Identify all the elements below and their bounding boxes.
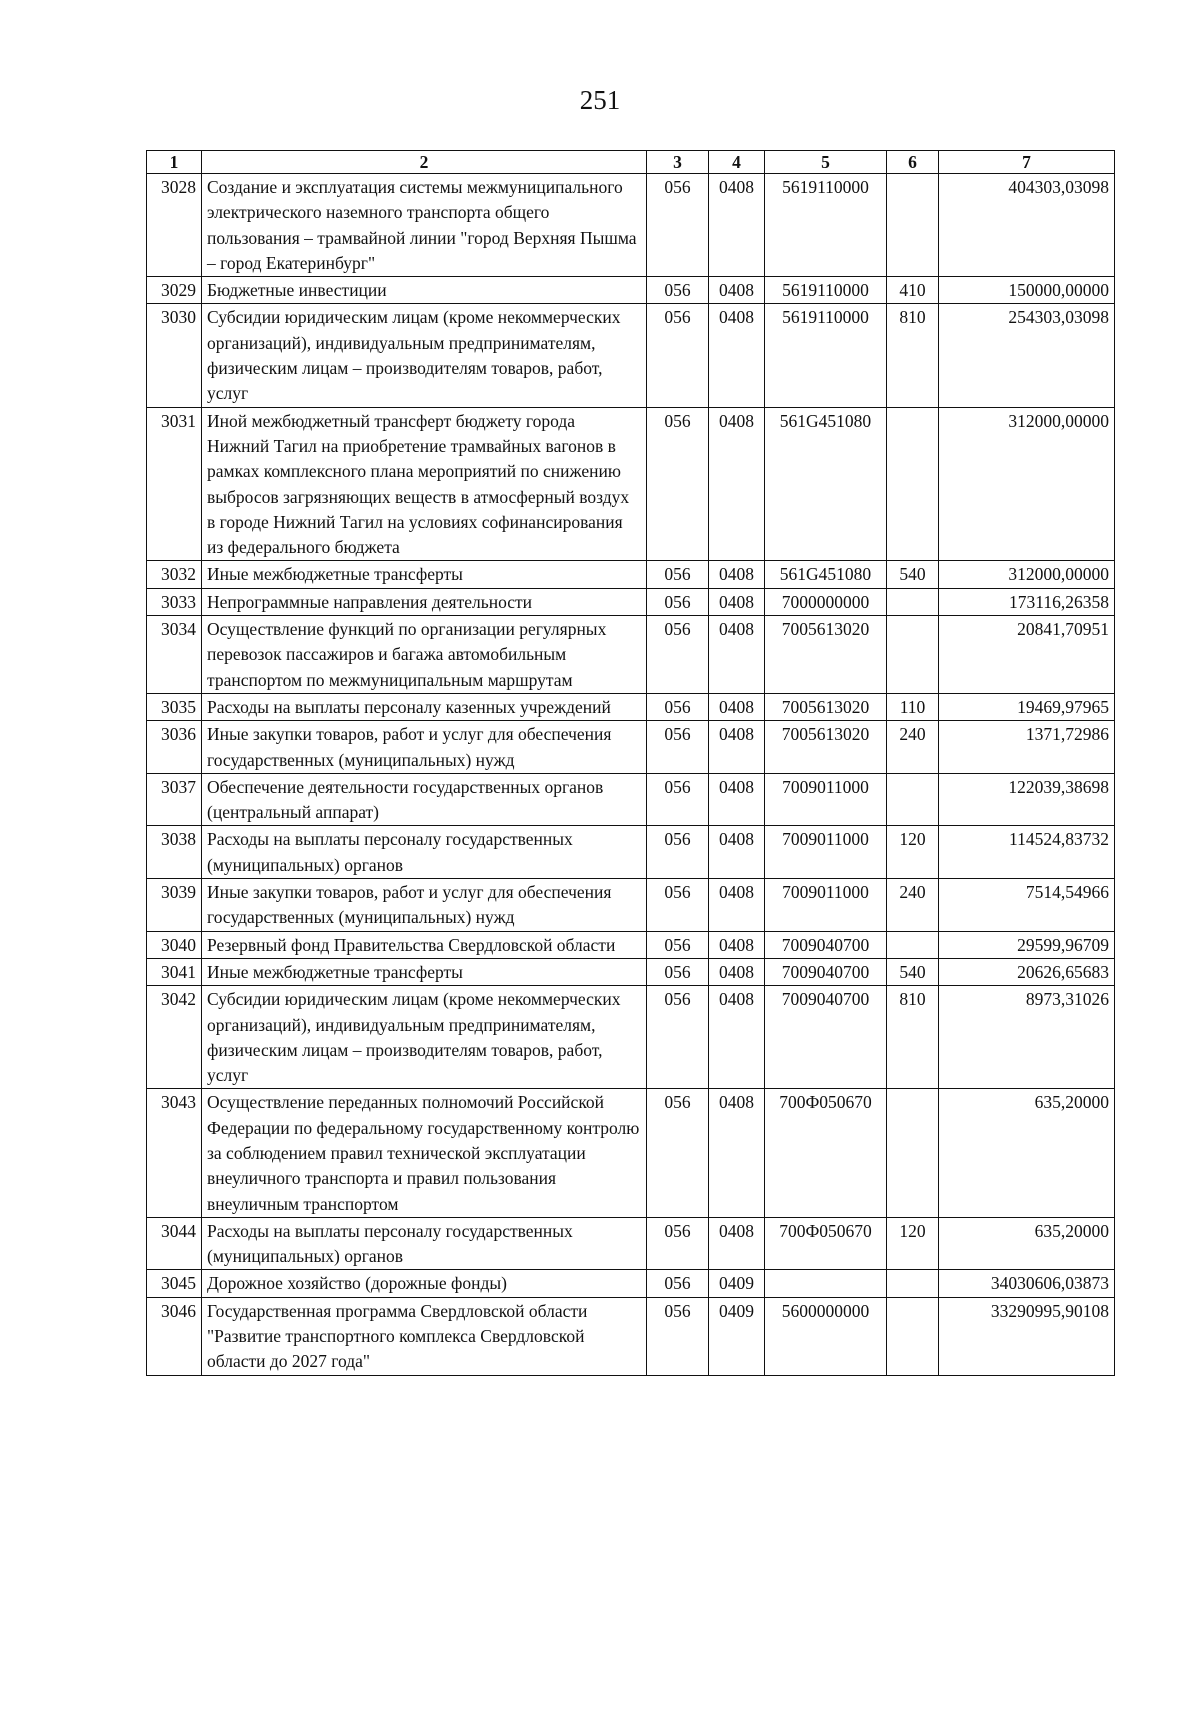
row-code-6: 240 [887,879,939,932]
row-name: Бюджетные инвестиции [202,277,647,304]
row-code-5: 5619110000 [765,174,887,277]
table-row [147,616,1115,694]
row-code-6 [887,407,939,561]
row-code-4: 0408 [709,721,765,774]
row-code-5: 7005613020 [765,616,887,694]
row-code-6: 810 [887,304,939,407]
row-code-6: 120 [887,1217,939,1270]
row-name: Иные межбюджетные трансферты [202,561,647,588]
row-code-4: 0408 [709,773,765,826]
row-code-6: 540 [887,561,939,588]
row-code-6 [887,1270,939,1297]
table-row [147,1270,1115,1297]
row-code-4: 0408 [709,588,765,615]
table-row [147,407,1115,561]
row-code-3: 056 [647,958,709,985]
row-code-4: 0408 [709,931,765,958]
row-number: 3034 [147,616,202,694]
table-row [147,773,1115,826]
row-code-6 [887,588,939,615]
row-code-3: 056 [647,826,709,879]
row-code-5: 7000000000 [765,588,887,615]
row-code-3: 056 [647,561,709,588]
row-code-3: 056 [647,1270,709,1297]
row-number: 3045 [147,1270,202,1297]
row-code-4: 0408 [709,277,765,304]
row-name: Непрограммные направления деятельности [202,588,647,615]
row-number: 3029 [147,277,202,304]
row-amount: 20626,65683 [939,958,1115,985]
row-name: Субсидии юридическим лицам (кроме некоммерческих организаций), индивидуальным предпринимателям, физическим лицам – производителям товаров, работ, услуг [202,304,647,407]
row-code-5: 7005613020 [765,693,887,720]
row-code-3: 056 [647,616,709,694]
row-number: 3041 [147,958,202,985]
row-code-5: 700Ф050670 [765,1217,887,1270]
table-row [147,721,1115,774]
row-code-5: 7009040700 [765,958,887,985]
row-number: 3040 [147,931,202,958]
column-header: 2 [202,151,647,174]
row-code-3: 056 [647,879,709,932]
row-code-4: 0408 [709,879,765,932]
row-amount: 1371,72986 [939,721,1115,774]
row-code-4: 0409 [709,1297,765,1375]
row-amount: 312000,00000 [939,407,1115,561]
row-amount: 150000,00000 [939,277,1115,304]
row-code-4: 0408 [709,826,765,879]
page-number: 251 [579,85,621,115]
row-code-5: 7009011000 [765,879,887,932]
table-row [147,1217,1115,1270]
row-code-3: 056 [647,986,709,1089]
row-code-6: 240 [887,721,939,774]
row-code-5: 7005613020 [765,721,887,774]
row-code-3: 056 [647,277,709,304]
row-amount: 173116,26358 [939,588,1115,615]
row-number: 3028 [147,174,202,277]
row-number: 3039 [147,879,202,932]
row-amount: 254303,03098 [939,304,1115,407]
table-row [147,958,1115,985]
row-code-5: 7009040700 [765,986,887,1089]
table-row [147,304,1115,407]
row-amount: 122039,38698 [939,773,1115,826]
row-number: 3042 [147,986,202,1089]
row-name: Расходы на выплаты персоналу государственных (муниципальных) органов [202,826,647,879]
row-code-3: 056 [647,1217,709,1270]
row-name: Резервный фонд Правительства Свердловской области [202,931,647,958]
row-code-6 [887,174,939,277]
row-name: Дорожное хозяйство (дорожные фонды) [202,1270,647,1297]
row-number: 3037 [147,773,202,826]
row-number: 3038 [147,826,202,879]
row-amount: 404303,03098 [939,174,1115,277]
row-name: Иные закупки товаров, работ и услуг для обеспечения государственных (муниципальных) нужд [202,879,647,932]
row-amount: 635,20000 [939,1089,1115,1217]
table-row [147,931,1115,958]
table-row [147,277,1115,304]
row-code-4: 0408 [709,986,765,1089]
row-code-3: 056 [647,174,709,277]
row-number: 3032 [147,561,202,588]
column-header: 1 [147,151,202,174]
row-code-6: 410 [887,277,939,304]
row-code-6 [887,616,939,694]
row-code-6 [887,1089,939,1217]
row-code-6 [887,931,939,958]
row-number: 3044 [147,1217,202,1270]
row-code-4: 0408 [709,174,765,277]
table-row [147,1297,1115,1375]
row-code-5: 7009011000 [765,773,887,826]
row-code-6: 120 [887,826,939,879]
row-amount: 20841,70951 [939,616,1115,694]
row-number: 3031 [147,407,202,561]
table-row [147,561,1115,588]
row-code-4: 0408 [709,1217,765,1270]
row-amount: 19469,97965 [939,693,1115,720]
table-row [147,588,1115,615]
row-name: Субсидии юридическим лицам (кроме некоммерческих организаций), индивидуальным предпринимателям, физическим лицам – производителям товаров, работ, услуг [202,986,647,1089]
row-number: 3046 [147,1297,202,1375]
row-number: 3043 [147,1089,202,1217]
row-code-3: 056 [647,1089,709,1217]
row-code-6: 540 [887,958,939,985]
row-amount: 8973,31026 [939,986,1115,1089]
row-number: 3036 [147,721,202,774]
row-name: Обеспечение деятельности государственных органов (центральный аппарат) [202,773,647,826]
row-code-4: 0408 [709,958,765,985]
table-row [147,826,1115,879]
row-amount: 33290995,90108 [939,1297,1115,1375]
row-code-3: 056 [647,407,709,561]
row-code-3: 056 [647,693,709,720]
header-row [147,151,1115,174]
row-name: Иные межбюджетные трансферты [202,958,647,985]
row-code-4: 0408 [709,616,765,694]
row-name: Иной межбюджетный трансферт бюджету города Нижний Тагил на приобретение трамвайных вагонов в рамках комплексного плана мероприятий по снижению выбросов загрязняющих веществ в атмосферный воздух в городе Нижний Тагил на условиях софинансирования из федерального бюджета [202,407,647,561]
row-code-3: 056 [647,1297,709,1375]
table-row [147,879,1115,932]
row-code-6: 810 [887,986,939,1089]
row-code-3: 056 [647,773,709,826]
row-code-6: 110 [887,693,939,720]
row-name: Осуществление функций по организации регулярных перевозок пассажиров и багажа автомобильным транспортом по межмуниципальным маршрутам [202,616,647,694]
row-number: 3030 [147,304,202,407]
row-name: Расходы на выплаты персоналу казенных учреждений [202,693,647,720]
column-header: 4 [709,151,765,174]
row-code-4: 0408 [709,561,765,588]
row-name: Осуществление переданных полномочий Российской Федерации по федеральному государственному контролю за соблюдением правил технической эксплуатации внеуличного транспорта и правил пользования внеуличным транспортом [202,1089,647,1217]
row-code-3: 056 [647,588,709,615]
budget-table [146,150,1115,1376]
row-amount: 114524,83732 [939,826,1115,879]
row-code-4: 0408 [709,407,765,561]
row-amount: 7514,54966 [939,879,1115,932]
column-header: 5 [765,151,887,174]
row-name: Расходы на выплаты персоналу государственных (муниципальных) органов [202,1217,647,1270]
table-row [147,1089,1115,1217]
row-code-5: 561G451080 [765,561,887,588]
table-row [147,986,1115,1089]
row-amount: 34030606,03873 [939,1270,1115,1297]
table-row [147,174,1115,277]
row-code-4: 0408 [709,1089,765,1217]
row-name: Создание и эксплуатация системы межмуниципального электрического наземного транспорта общего пользования – трамвайной линии "город Верхняя Пышма – город Екатеринбург" [202,174,647,277]
table-row [147,693,1115,720]
row-code-3: 056 [647,721,709,774]
row-name: Иные закупки товаров, работ и услуг для обеспечения государственных (муниципальных) нужд [202,721,647,774]
row-number: 3033 [147,588,202,615]
column-header: 7 [939,151,1115,174]
row-code-3: 056 [647,304,709,407]
row-code-6 [887,1297,939,1375]
row-code-5: 7009011000 [765,826,887,879]
row-code-5: 5619110000 [765,277,887,304]
row-code-4: 0408 [709,304,765,407]
row-code-5: 5600000000 [765,1297,887,1375]
row-amount: 635,20000 [939,1217,1115,1270]
row-code-4: 0409 [709,1270,765,1297]
row-code-4: 0408 [709,693,765,720]
row-code-5: 561G451080 [765,407,887,561]
row-code-5: 700Ф050670 [765,1089,887,1217]
row-amount: 312000,00000 [939,561,1115,588]
row-amount: 29599,96709 [939,931,1115,958]
row-code-5: 7009040700 [765,931,887,958]
row-code-5 [765,1270,887,1297]
row-code-6 [887,773,939,826]
row-code-5: 5619110000 [765,304,887,407]
column-header: 3 [647,151,709,174]
row-code-3: 056 [647,931,709,958]
column-header: 6 [887,151,939,174]
row-name: Государственная программа Свердловской области "Развитие транспортного комплекса Свердловской области до 2027 года" [202,1297,647,1375]
row-number: 3035 [147,693,202,720]
